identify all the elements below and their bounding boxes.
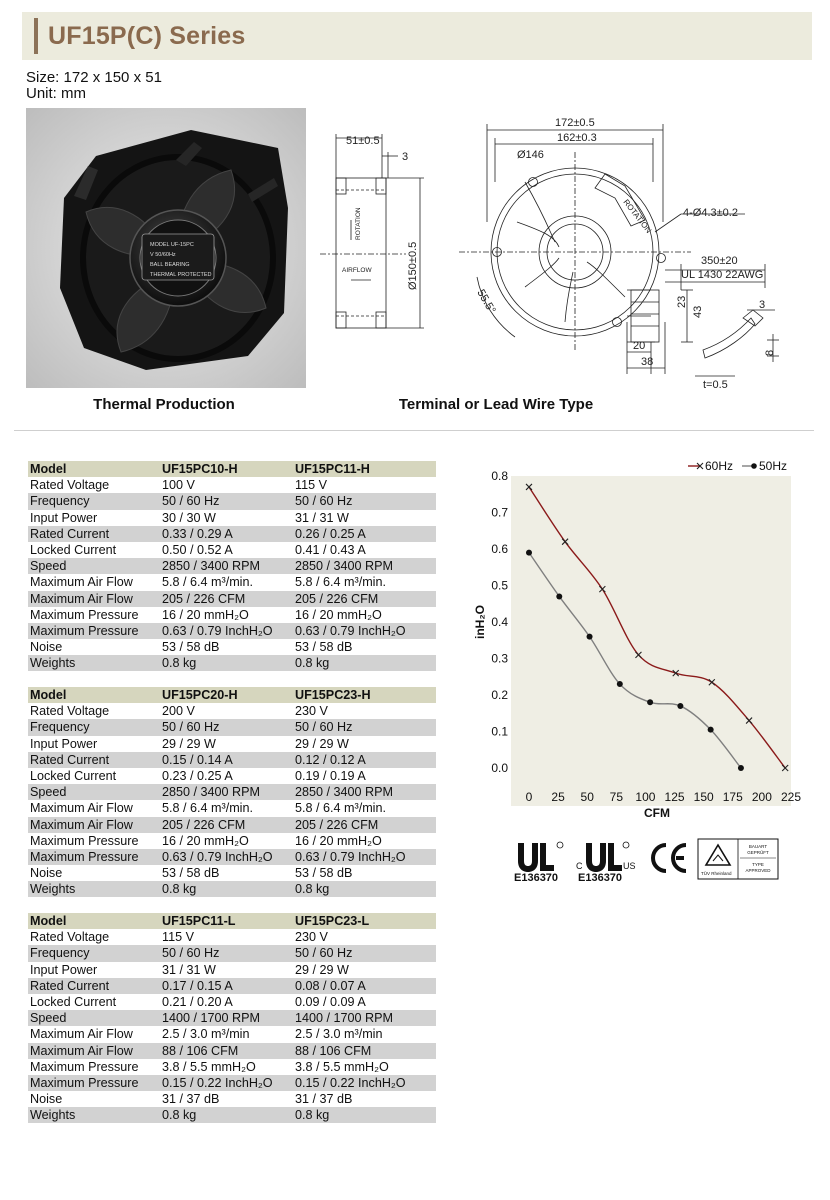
spec-label-cell: Weights: [28, 881, 160, 897]
spec-row: [28, 800, 436, 816]
spec-value-cell: 0.50 / 0.52 A: [162, 543, 233, 558]
spec-header-cell: Model: [28, 687, 160, 703]
spec-value-cell: 1400 / 1700 RPM: [160, 1010, 293, 1026]
spec-row: [28, 623, 436, 639]
photo-label-bearing: BALL BEARING: [150, 262, 190, 268]
x-tick-label: 125: [664, 790, 685, 804]
spec-value-cell: 2850 / 3400 RPM: [293, 784, 436, 800]
spec-value-cell: 53 / 58 dB: [295, 640, 353, 655]
spec-value-cell: 230 V: [295, 704, 328, 719]
spec-value-cell: 31 / 37 dB: [295, 1092, 353, 1107]
spec-table-2: [28, 687, 436, 897]
spec-value-cell: 53 / 58 dB: [162, 866, 220, 881]
spec-header-cell: UF15PC20-H: [160, 687, 293, 703]
spec-label-cell: Speed: [28, 784, 160, 800]
dim-350: 350±20: [701, 255, 738, 267]
spec-label-cell: Rated Current: [28, 526, 160, 542]
spec-value-cell: 205 / 226 CFM: [160, 817, 293, 833]
spec-value-cell: 2.5 / 3.0 m³/min: [162, 1027, 250, 1042]
spec-value-cell: 53 / 58 dB: [295, 866, 353, 881]
legend-label-50Hz: 50Hz: [759, 459, 788, 473]
spec-row: [28, 639, 436, 655]
spec-label-cell: Maximum Pressure: [28, 623, 160, 639]
spec-value-cell: 0.19 / 0.19 A: [295, 769, 366, 784]
spec-value-cell: 29 / 29 W: [162, 736, 216, 751]
certification-logos: [510, 835, 800, 890]
spec-table-1: [28, 461, 436, 671]
spec-value-cell: 5.8 / 6.4 m³/min.: [162, 575, 253, 590]
tuv-line-4: APPROVED: [745, 868, 771, 873]
drawing-caption: Terminal or Lead Wire Type: [398, 396, 594, 413]
dim-23: 23: [676, 295, 688, 308]
spec-label-cell: Weights: [28, 1107, 160, 1123]
page-title: UF15P(C) Series: [48, 22, 246, 50]
tuv-line-3: TYPE: [752, 862, 764, 867]
spec-value-cell: 0.63 / 0.79 InchH₂O: [293, 849, 436, 865]
spec-value-cell: 0.63 / 0.79 InchH₂O: [293, 623, 436, 639]
title-bar: [22, 12, 812, 60]
spec-value-cell: 31 / 31 W: [295, 510, 349, 525]
y-tick-label: 0.5: [491, 578, 508, 593]
spec-value-cell: 3.8 / 5.5 mmH₂O: [162, 1059, 256, 1074]
spec-header-cell: UF15PC23-L: [293, 913, 436, 929]
spec-label-cell: Maximum Air Flow: [28, 817, 160, 833]
dim-55: 55.5°: [474, 287, 498, 316]
spec-row: [28, 1075, 436, 1091]
ce-mark: [653, 845, 686, 871]
spec-label-cell: Frequency: [28, 945, 160, 961]
photo-label-protect: THERMAL PROTECTED: [150, 272, 212, 278]
spec-label-cell: Maximum Pressure: [28, 849, 160, 865]
spec-value-cell: 0.63 / 0.79 InchH₂O: [160, 623, 293, 639]
photo-label-model: MODEL UF-15PC: [150, 242, 194, 248]
spec-value-cell: 0.15 / 0.22 InchH₂O: [160, 1075, 293, 1091]
spec-value-cell: 115 V: [295, 478, 327, 493]
spec-value-cell: 0.15 / 0.22 InchH₂O: [293, 1075, 436, 1091]
size-info: [26, 70, 162, 102]
spec-value-cell: 0.8 kg: [293, 655, 436, 671]
y-tick-label: 0.4: [491, 615, 508, 629]
spec-label-cell: Rated Current: [28, 978, 160, 994]
ul-logo: [514, 842, 563, 884]
data-point-50Hz: [617, 681, 623, 687]
spec-label-cell: Noise: [30, 640, 63, 655]
spec-value-cell: 0.12 / 0.12 A: [293, 752, 436, 768]
x-tick-label: 200: [751, 790, 772, 804]
dim-146: Ø146: [517, 149, 544, 161]
spec-label-cell: Speed: [28, 558, 160, 574]
spec-header-row: [28, 913, 436, 929]
side-view-drawing: [316, 130, 436, 380]
spec-label-cell: Frequency: [28, 493, 160, 509]
spec-label-cell: Locked Current: [30, 995, 117, 1010]
spec-value-cell: 30 / 30 W: [162, 510, 216, 525]
spec-row: [28, 768, 436, 784]
tuv-logo: [698, 839, 778, 879]
spec-row: [28, 752, 436, 768]
spec-row: [28, 510, 436, 526]
spec-row: [28, 526, 436, 542]
data-point-50Hz: [556, 593, 562, 599]
fan-photo: [26, 108, 306, 388]
dim-thickness: t=0.5: [703, 379, 728, 391]
spec-row: [28, 881, 436, 897]
spec-row: [28, 574, 436, 590]
spec-row: [28, 558, 436, 574]
spec-label-cell: Maximum Air Flow: [30, 1027, 133, 1042]
legend-label-60Hz: 60Hz: [705, 459, 734, 473]
spec-value-cell: 2850 / 3400 RPM: [160, 784, 293, 800]
spec-row: [28, 865, 436, 881]
spec-value-cell: 0.33 / 0.29 A: [160, 526, 293, 542]
rotation-side-label: ROTATION: [355, 207, 362, 240]
title-accent: [34, 18, 38, 54]
airflow-label: AIRFLOW: [342, 267, 372, 274]
spec-label-cell: Rated Voltage: [30, 704, 110, 719]
dim-20: 20: [633, 340, 646, 352]
spec-value-cell: 205 / 226 CFM: [160, 591, 293, 607]
spec-row: [28, 607, 436, 623]
dim-162: 162±0.3: [557, 132, 597, 144]
spec-value-cell: 50 / 60 Hz: [293, 945, 436, 961]
spec-row: [28, 477, 436, 493]
spec-value-cell: 5.8 / 6.4 m³/min.: [162, 801, 253, 816]
y-tick-label: 0.6: [491, 542, 508, 556]
spec-header-row: [28, 461, 436, 477]
x-tick-label: 50: [580, 790, 594, 804]
spec-header-cell: UF15PC23-H: [293, 687, 436, 703]
y-tick-label: 0.0: [491, 761, 508, 775]
spec-row: [28, 719, 436, 735]
spec-label-cell: Maximum Pressure: [30, 607, 139, 622]
spec-value-cell: 16 / 20 mmH₂O: [162, 833, 249, 848]
spec-value-cell: 100 V: [162, 478, 195, 493]
spec-value-cell: 29 / 29 W: [295, 962, 349, 977]
spec-value-cell: 200 V: [162, 704, 195, 719]
data-point-50Hz: [677, 703, 683, 709]
data-point-50Hz: [647, 699, 653, 705]
spec-label-cell: Maximum Pressure: [28, 1075, 160, 1091]
spec-value-cell: 0.09 / 0.09 A: [295, 995, 366, 1010]
dim-51: 51±0.5: [346, 135, 380, 147]
spec-row: [28, 1091, 436, 1107]
spec-header-cell: UF15PC11-L: [160, 913, 293, 929]
legend-marker-50Hz: [751, 463, 757, 469]
y-axis-label: inH₂O: [473, 605, 487, 639]
dim-38: 38: [641, 356, 654, 368]
spec-row: [28, 994, 436, 1010]
spec-row: [28, 591, 436, 607]
dim-holes: 4-Ø4.3±0.2: [683, 207, 738, 219]
spec-label-cell: Maximum Air Flow: [28, 1043, 160, 1059]
dim-3-side: 3: [402, 151, 409, 163]
spec-row: [28, 1026, 436, 1042]
spec-value-cell: 0.26 / 0.25 A: [293, 526, 436, 542]
spec-value-cell: 0.23 / 0.25 A: [162, 769, 233, 784]
cul-file-number: E136370: [578, 872, 623, 884]
y-tick-label: 0.7: [491, 505, 508, 520]
chart-plot-area: [511, 476, 791, 806]
spec-value-cell: 16 / 20 mmH₂O: [295, 607, 382, 622]
spec-label-cell: Rated Voltage: [30, 930, 110, 945]
y-tick-label: 0.8: [491, 469, 508, 483]
spec-value-cell: 0.17 / 0.15 A: [160, 978, 293, 994]
spec-row: [28, 655, 436, 671]
spec-value-cell: 0.8 kg: [160, 881, 293, 897]
spec-value-cell: 29 / 29 W: [295, 736, 349, 751]
spec-label-cell: Input Power: [30, 510, 98, 525]
spec-value-cell: 16 / 20 mmH₂O: [295, 833, 382, 848]
spec-value-cell: 0.21 / 0.20 A: [162, 995, 233, 1010]
spec-value-cell: 1400 / 1700 RPM: [293, 1010, 436, 1026]
x-tick-label: 25: [551, 790, 565, 804]
spec-value-cell: 3.8 / 5.5 mmH₂O: [295, 1059, 389, 1074]
spec-header-row: [28, 687, 436, 703]
spec-value-cell: 0.41 / 0.43 A: [295, 543, 366, 558]
spec-header-cell: Model: [28, 913, 160, 929]
spec-value-cell: 0.8 kg: [293, 1107, 436, 1123]
spec-value-cell: 16 / 20 mmH₂O: [162, 607, 249, 622]
spec-row: [28, 1059, 436, 1075]
spec-value-cell: 50 / 60 Hz: [160, 493, 293, 509]
spec-value-cell: 0.63 / 0.79 InchH₂O: [160, 849, 293, 865]
spec-label-cell: Maximum Pressure: [30, 833, 139, 848]
spec-value-cell: 0.08 / 0.07 A: [293, 978, 436, 994]
spec-value-cell: 2850 / 3400 RPM: [293, 558, 436, 574]
spec-value-cell: 0.8 kg: [160, 1107, 293, 1123]
dim-43: 43: [692, 305, 704, 318]
y-tick-label: 0.2: [491, 688, 508, 702]
spec-label-cell: Maximum Air Flow: [28, 591, 160, 607]
spec-header-cell: UF15PC11-H: [293, 461, 436, 477]
spec-value-cell: 115 V: [162, 930, 194, 945]
spec-value-cell: 0.8 kg: [160, 655, 293, 671]
photo-label-voltage: V 50/60Hz: [150, 252, 176, 258]
section-divider: [14, 430, 814, 431]
spec-value-cell: 2.5 / 3.0 m³/min: [295, 1027, 383, 1042]
cul-us: US: [623, 861, 636, 871]
spec-table-3: [28, 913, 436, 1123]
spec-row: [28, 1010, 436, 1026]
spec-label-cell: Input Power: [30, 962, 98, 977]
tuv-line-2: GEPRÜFT: [747, 850, 769, 855]
spec-label-cell: Noise: [30, 1092, 63, 1107]
spec-value-cell: 205 / 226 CFM: [293, 817, 436, 833]
spec-label-cell: Frequency: [28, 719, 160, 735]
cul-c: C: [576, 861, 583, 871]
spec-value-cell: 0.8 kg: [293, 881, 436, 897]
spec-row: [28, 962, 436, 978]
spec-label-cell: Maximum Air Flow: [30, 801, 133, 816]
spec-label-cell: Speed: [28, 1010, 160, 1026]
spec-row: [28, 978, 436, 994]
spec-value-cell: 50 / 60 Hz: [160, 945, 293, 961]
spec-label-cell: Noise: [30, 866, 63, 881]
spec-value-cell: 88 / 106 CFM: [160, 1043, 293, 1059]
spec-row: [28, 1107, 436, 1123]
y-tick-label: 0.3: [491, 651, 508, 666]
data-point-50Hz: [708, 727, 714, 733]
spec-value-cell: 50 / 60 Hz: [160, 719, 293, 735]
spec-header-cell: UF15PC10-H: [160, 461, 293, 477]
x-axis-label: CFM: [644, 806, 670, 820]
x-tick-label: 75: [609, 790, 624, 804]
spec-row: [28, 703, 436, 719]
spec-value-cell: 50 / 60 Hz: [293, 493, 436, 509]
spec-value-cell: 205 / 226 CFM: [293, 591, 436, 607]
spec-row: [28, 736, 436, 752]
spec-row: [28, 493, 436, 509]
data-point-50Hz: [738, 765, 744, 771]
spec-value-cell: 5.8 / 6.4 m³/min.: [295, 575, 386, 590]
data-point-50Hz: [587, 634, 593, 640]
spec-label-cell: Maximum Pressure: [30, 1059, 139, 1074]
spec-value-cell: 2850 / 3400 RPM: [160, 558, 293, 574]
spec-value-cell: 31 / 31 W: [162, 962, 216, 977]
tuv-brand: TÜV Rheinland: [701, 871, 732, 876]
spec-value-cell: 50 / 60 Hz: [293, 719, 436, 735]
size-text: Size: 172 x 150 x 51: [26, 69, 162, 86]
spec-row: [28, 817, 436, 833]
dim-3-front: 3: [759, 299, 766, 311]
spec-value-cell: 53 / 58 dB: [162, 640, 220, 655]
y-tick-label: 0.1: [491, 724, 508, 739]
spec-label-cell: Locked Current: [30, 543, 117, 558]
spec-row: [28, 833, 436, 849]
spec-value-cell: 88 / 106 CFM: [293, 1043, 436, 1059]
spec-row: [28, 542, 436, 558]
spec-label-cell: Weights: [28, 655, 160, 671]
spec-row: [28, 784, 436, 800]
dim-8: 8: [764, 349, 776, 356]
spec-label-cell: Rated Voltage: [30, 478, 110, 493]
x-tick-label: 225: [780, 790, 802, 804]
unit-text: Unit: mm: [26, 85, 86, 102]
data-point-50Hz: [526, 550, 532, 556]
spec-row: [28, 929, 436, 945]
spec-value-cell: 230 V: [295, 930, 328, 945]
spec-value-cell: 5.8 / 6.4 m³/min.: [295, 801, 386, 816]
cul-logo: [576, 842, 636, 884]
x-tick-label: 100: [635, 790, 656, 804]
spec-row: [28, 849, 436, 865]
spec-row: [28, 1043, 436, 1059]
front-view-drawing: [455, 112, 795, 397]
rotation-front-label: ROTATION: [621, 197, 654, 235]
pq-curve-chart: [462, 452, 812, 830]
spec-header-cell: Model: [28, 461, 160, 477]
wire-spec: UL 1430 22AWG: [681, 269, 764, 281]
dim-150: Ø150±0.5: [407, 241, 419, 290]
photo-caption: Thermal Production: [93, 396, 235, 413]
spec-label-cell: Maximum Air Flow: [30, 575, 133, 590]
x-tick-label: 175: [722, 790, 743, 804]
ul-file-number: E136370: [514, 872, 559, 884]
spec-label-cell: Rated Current: [28, 752, 160, 768]
spec-label-cell: Input Power: [30, 736, 98, 751]
tuv-line-1: BAUART: [748, 844, 768, 849]
x-tick-label: 0: [525, 790, 533, 804]
spec-row: [28, 945, 436, 961]
x-tick-label: 150: [693, 790, 714, 804]
spec-label-cell: Locked Current: [30, 769, 117, 784]
spec-value-cell: 31 / 37 dB: [162, 1092, 220, 1107]
spec-value-cell: 0.15 / 0.14 A: [160, 752, 293, 768]
dim-172: 172±0.5: [555, 117, 595, 129]
